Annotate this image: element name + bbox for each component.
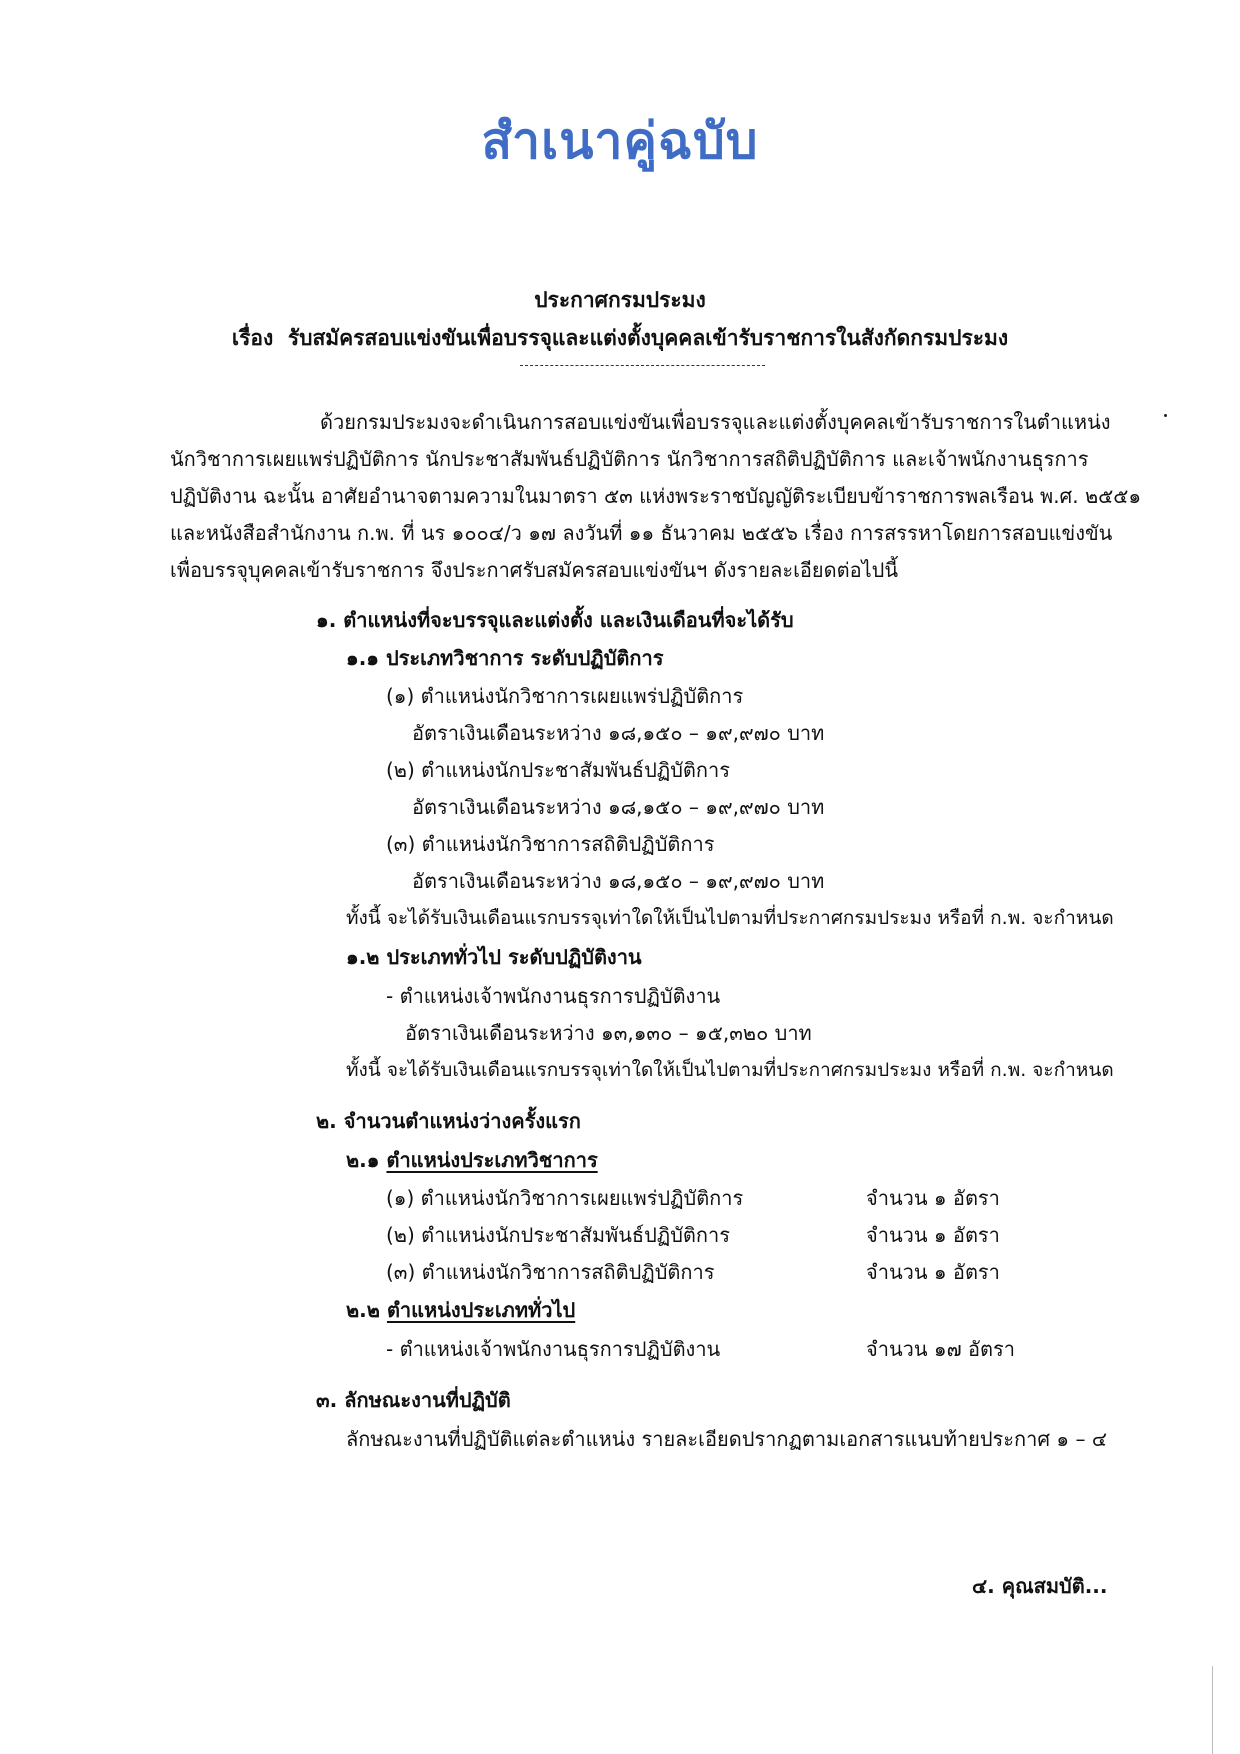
sub-title: ตำแหน่งประเภททั่วไป [386,1298,576,1322]
vacancy-count: จำนวน ๑ อัตรา [866,1186,1000,1210]
scan-edge-line [1212,1666,1213,1754]
section2-sub2-heading [346,1294,575,1326]
announcement-issuer: ประกาศกรมประมง [534,288,706,312]
salary-range: อัตราเงินเดือนระหว่าง ๑๓,๑๓๐ – ๑๕,๓๒๐ บาท [405,1021,812,1045]
stray-dot [1164,414,1167,417]
vacancy-count: จำนวน ๑ อัตรา [866,1260,1000,1284]
position-title: (๒) ตำแหน่งนักประชาสัมพันธ์ปฏิบัติการ [386,758,730,782]
sub-number: ๒.๑ [346,1148,380,1172]
intro-line: และหนังสือสำนักงาน ก.พ. ที่ นร ๑๐๐๔/ว ๑๗ ลงวันที่ ๑๑ ธันวาคม ๒๕๕๖ เรื่อง การสรรหาโดยการสอบแข่งขัน [170,521,1113,545]
vacancy-title: (๓) ตำแหน่งนักวิชาการสถิติปฏิบัติการ [386,1260,715,1284]
salary-note: ทั้งนี้ จะได้รับเงินเดือนแรกบรรจุเท่าใดให้เป็นไปตามที่ประกาศกรมประมง หรือที่ ก.พ. จะกำหนด [346,1059,1114,1081]
continuation-marker: ๔. คุณสมบัติ... [972,1574,1108,1598]
position-title: (๑) ตำแหน่งนักวิชาการเผยแพร่ปฏิบัติการ [386,684,744,708]
intro-line: นักวิชาการเผยแพร่ปฏิบัติการ นักประชาสัมพันธ์ปฏิบัติการ นักวิชาการสถิติปฏิบัติการ และเจ้าพนักงานธุรการ [170,447,1089,471]
announcement-subject-line [0,322,1240,355]
section2-heading: ๒. จำนวนตำแหน่งว่างครั้งแรก [316,1109,581,1133]
vacancy-count: จำนวน ๑ อัตรา [866,1223,1000,1247]
sub-title: ตำแหน่งประเภทวิชาการ [386,1148,598,1172]
salary-range: อัตราเงินเดือนระหว่าง ๑๘,๑๕๐ – ๑๙,๙๗๐ บาท [412,721,825,745]
subject-prefix: เรื่อง [231,326,274,350]
copy-stamp: สำเนาคู่ฉบับ [481,111,759,170]
section1-heading: ๑. ตำแหน่งที่จะบรรจุและแต่งตั้ง และเงินเดือนที่จะได้รับ [316,608,794,632]
vacancy-count: จำนวน ๑๗ อัตรา [866,1337,1015,1361]
section1-sub2-heading: ๑.๒ ประเภททั่วไป ระดับปฏิบัติงาน [346,945,642,969]
salary-note: ทั้งนี้ จะได้รับเงินเดือนแรกบรรจุเท่าใดให้เป็นไปตามที่ประกาศกรมประมง หรือที่ ก.พ. จะกำหนด [346,907,1114,929]
subject-text: รับสมัครสอบแข่งขันเพื่อบรรจุและแต่งตั้งบุคคลเข้ารับราชการในสังกัดกรมประมง [287,326,1009,350]
section3-text: ลักษณะงานที่ปฏิบัติแต่ละตำแหน่ง รายละเอียดปรากฏตามเอกสารแนบท้ายประกาศ ๑ – ๔ [346,1427,1107,1451]
vacancy-title: (๑) ตำแหน่งนักวิชาการเผยแพร่ปฏิบัติการ [386,1186,744,1210]
salary-range: อัตราเงินเดือนระหว่าง ๑๘,๑๕๐ – ๑๙,๙๗๐ บาท [412,795,825,819]
intro-line: ด้วยกรมประมงจะดำเนินการสอบแข่งขันเพื่อบรรจุและแต่งตั้งบุคคลเข้ารับราชการในตำแหน่ง [320,410,1111,434]
sub-number: ๒.๒ [346,1298,380,1322]
vacancy-title: (๒) ตำแหน่งนักประชาสัมพันธ์ปฏิบัติการ [386,1223,730,1247]
section2-sub1-heading [346,1144,598,1176]
vacancy-title: - ตำแหน่งเจ้าพนักงานธุรการปฏิบัติงาน [386,1337,721,1361]
position-title: - ตำแหน่งเจ้าพนักงานธุรการปฏิบัติงาน [386,984,721,1008]
salary-range: อัตราเงินเดือนระหว่าง ๑๘,๑๕๐ – ๑๙,๙๗๐ บาท [412,869,825,893]
section1-sub1-heading: ๑.๑ ประเภทวิชาการ ระดับปฏิบัติการ [346,646,664,670]
section3-heading: ๓. ลักษณะงานที่ปฏิบัติ [316,1388,511,1412]
intro-line: เพื่อบรรจุบุคคลเข้ารับราชการ จึงประกาศรับสมัครสอบแข่งขันฯ ดังรายละเอียดต่อไปนี้ [170,558,899,582]
title-divider [520,365,765,366]
position-title: (๓) ตำแหน่งนักวิชาการสถิติปฏิบัติการ [386,832,715,856]
intro-line: ปฏิบัติงาน ฉะนั้น อาศัยอำนาจตามความในมาตรา ๕๓ แห่งพระราชบัญญัติระเบียบข้าราชการพลเรือน พ.ศ. ๒๕๕๑ [170,484,1142,508]
